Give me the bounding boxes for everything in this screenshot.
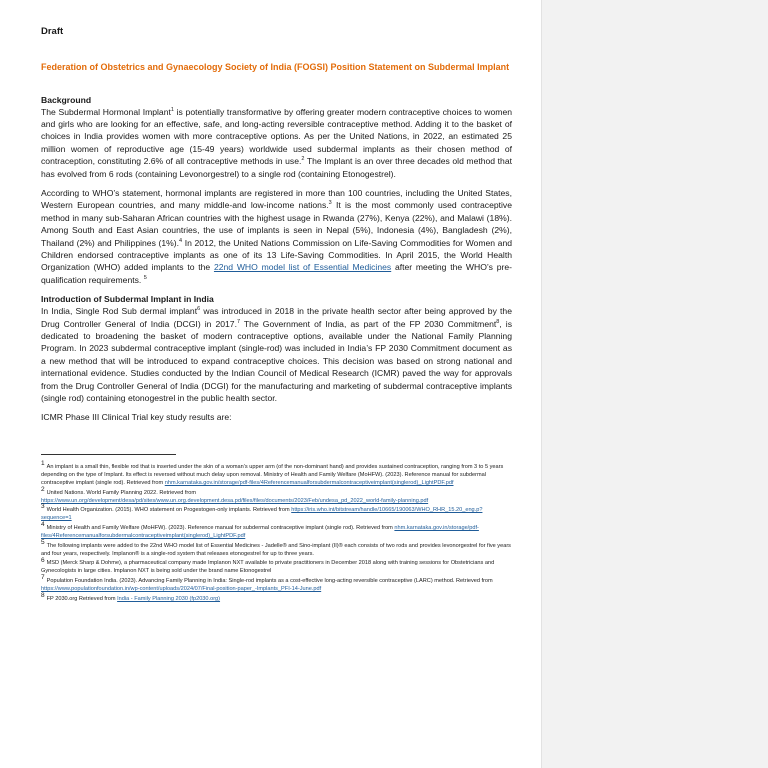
footnote: 4 Ministry of Health and Family Welfare (MoHFW). (2023). Reference manual for subdermal contraceptive implant (single rod). Retrieved from nhm.karnataka.gov.in/storage/pdf-files/4Referencemanualforsubdermalcontraceptiveimplant(singlerod)_LightPDF.pdf — [41, 521, 479, 540]
footnote-ref[interactable]: 3 — [328, 200, 332, 207]
footnote-ref[interactable]: 1 — [170, 106, 174, 113]
who-essential-medicines-link[interactable]: 22nd WHO model list of Essential Medicines — [213, 262, 392, 273]
footnote-separator — [41, 454, 176, 455]
paragraph-intro: In India, Single Rod Sub dermal implant$^6$ was introduced in 2018 in the private health sector after being approved by the Drug Controller General of India (DCGI) in 2017.$^7$ The Government of India, as part of the FP 2030 Commitment$^8$, is dedicated to broadening the basket of modern contraceptive options, available under the National Family Planning Program. In 2023 subdermal contraceptive implant (single-rod) was included in India’s FP 2030 Commitment document as a new method that will be introduced to expand contraceptive choices. This decision was based on strong national and international evidence. Studies conducted by the Indian Council of Medical Research (ICMR) paved the way for approvals from the Drug Controller General of India (DCGI) for the manufacturing and marketing of subdermal contraceptive implants (single rod) containing etonogestrel in the public health sector. — [41, 306, 512, 404]
footnote-ref[interactable]: 6 — [197, 306, 201, 313]
footnote: 3 World Health Organization. (2015). WHO statement on Progestogen-only implants. Retrieved from https://iris.who.int/bitstream/handle/10665/190063/WHO_RHR_15.20_eng.p?sequence=1 — [41, 503, 483, 522]
footnote-link[interactable]: nhm.karnataka.gov.in/storage/pdf-files/4Referencemanualforsubdermalcontraceptiveimplant(singlerod)_LightPDF.pdf — [164, 480, 454, 487]
footnote: 6 MSD (Merck Sharp & Dohme), a pharmaceutical company made Implanon NXT available to private practitioners in December 2018 along with training sessions for Obstetricians and Gynecologists in large cities. Implanon NXT is being sold under the brand name Etonogestrel — [41, 556, 495, 575]
footnote: 2 United Nations. World Family Planning 2022. Retrieved from https://www.un.org/development/desa/pd/sites/www.un.org.development.desa.pd/files/files/documents/2023/Feb/undesa_pd_2022_world-family-planning.pdf — [41, 485, 429, 504]
footnote-ref[interactable]: 8 — [496, 318, 500, 325]
background-heading: Background — [41, 94, 92, 105]
footnote-link[interactable]: https://iris.who.int/bitstream/handle/10665/190063/WHO_RHR_15.20_eng.p?sequence=1 — [41, 507, 483, 522]
footnote-ref[interactable]: 7 — [236, 318, 241, 325]
footnote: 8 FP 2030.org Retrieved from India - Family Planning 2030 (fp2030.org) — [41, 591, 221, 602]
paragraph-background-1: The Subdermal Hormonal Implant$^1$ is potentially transformative by offering greater modern contraceptive choices to women and girls who are looking for an effective, safe, and long-acting reversible contraceptive method. Adding it to the basket of choices in India provides women with more contraceptive options. As per the United Nations, in 2022, an estimated 25 million women of reproductive age (15-49 years) worldwide used subdermal implants as their chosen method of contraception, constituting 2.6% of all contraceptive methods in use.$^2$ The Implant is an over three decades old method that has evolved from 6 rods (containing Levonorgestrel) to a single rod (containing Etonogestrel). — [41, 106, 513, 179]
intro-heading: Introduction of Subdermal Implant in India — [41, 294, 214, 305]
document-title: Federation of Obstetrics and Gynaecology Society of India (FOGSI) Position Statement on Subdermal Implant — [41, 62, 510, 72]
footnote-link[interactable]: India - Family Planning 2030 (fp2030.org) — [117, 595, 221, 602]
comments-sidebar — [541, 0, 768, 768]
footnote-link[interactable]: https://www.un.org/development/desa/pd/sites/www.un.org.development.desa.pd/files/files/documents/2023/Feb/undesa_pd_2022_world-family-planning.pdf — [41, 497, 429, 504]
footnote-ref[interactable]: 5 — [143, 274, 147, 281]
document-content — [41, 26, 512, 604]
footnotes — [41, 459, 512, 603]
paragraph-icmr: ICMR Phase III Clinical Trial key study results are: — [41, 412, 232, 423]
footnote: 1 An implant is a small thin, flexible rod that is inserted under the skin of a woman’s upper arm (of the non-dominant hand) and provides sustained contraception, ranging from 3 to 5 years depending on the type of Implant. Its effect is reversed without much delay upon removal. Ministry of Health and Family Welfare (MoHFW). (2023). Reference manual for subdermal contraceptive implant (single rod). Retrieved from nhm.karnataka.gov.in/storage/pdf-files/4Referencemanualforsubdermalcontraceptiveimplant(singlerod)_LightPDF.pdf — [41, 459, 504, 487]
draft-label: Draft — [41, 26, 64, 37]
footnote-link[interactable]: https://www.populationfoundation.in/wp-content/uploads/2024/07/Final-position-paper_-Implants_PFI-14-June.pdf — [41, 586, 322, 593]
footnote: 5 The following implants were added to the 22nd WHO model list of Essential Medicines - Jadelle® and Sino-implant (II)® each consists of two rods and provides levonorgestrel for five years and four years, respectively. Implanon® is a single-rod system that releases etonogestrel for up to three years. — [41, 538, 511, 557]
footnote-link[interactable]: nhm.karnataka.gov.in/storage/pdf-files/4Referencemanualforsubdermalcontraceptiveimplant(singlerod)_LightPDF.pdf — [41, 525, 479, 540]
footnote-ref[interactable]: 2 — [301, 156, 305, 163]
footnote: 7 Population Foundation India. (2023). Advancing Family Planning in India: Single-rod implants as a cost-effective long-acting reversible contraceptive (LARC) method. Retrieved from https://www.populationfoundation.in/wp-content/uploads/2024/07/Final-position-paper_-Implants_PFI-14-June.pdf — [41, 574, 493, 593]
paragraph-background-2: According to WHO’s statement, hormonal implants are registered in more than 100 countries, including the United States, Western European countries, and many middle-and low-income nations.$^3$ It is the most commonly used contraceptive method in many sub-Saharan African countries with the highest usage in Rwanda (27%), Kenya (22%), and Malawi (18%). Among South and East Asian countries, the use of implants is seen in Nepal (5%), Indonesia (4%), Bangladesh (2%), Thailand (2%) and Philippines (1%).$^4$ In 2012, the United Nations Commission on Life-Saving Commodities for Women and Children endorsed contraceptive implants as one of its 13 Life-Saving Commodities. In April 2015, the World Health Organization (WHO) added implants to the 22nd WHO model list of Essential Medicines after meeting the WHO’s pre-qualification requirements. $^5$ — [41, 187, 512, 285]
footnote-ref[interactable]: 4 — [179, 237, 183, 244]
